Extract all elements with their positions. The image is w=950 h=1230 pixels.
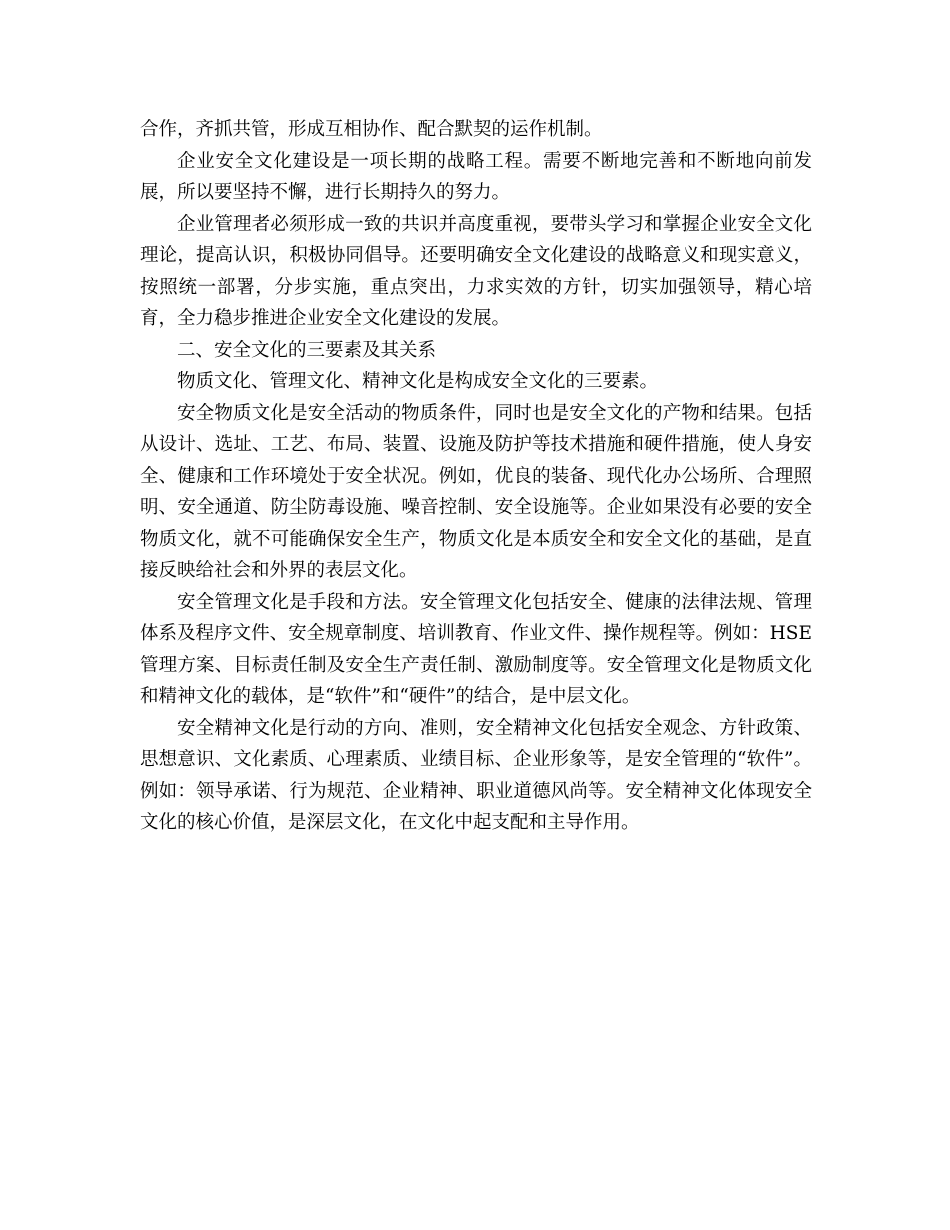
paragraph-three-elements-intro: 物质文化、管理文化、精神文化是构成安全文化的三要素。 <box>177 371 659 392</box>
paragraph-long-term-strategy: 企业安全文化建设是一项长期的战略工程。需要不断地完善和不断地向前发展，所以要坚持不懈，进行长期持久的努力。 <box>140 150 812 203</box>
paragraph-material-culture: 安全物质文化是安全活动的物质条件，同时也是安全文化的产物和结果。包括从设计、选址、工艺、布局、装置、设施及防护等技术措施和硬件措施，使人身安全、健康和工作环境处于安全状况。例如，优良的装备、现代化办公场所、合理照明、安全通道、防尘防毒设施、噪音控制、安全设施等。企业如果没有必要的安全物质文化，就不可能确保安全生产，物质文化是本质安全和安全文化的基础，是直接反映给社会和外界的表层文化。 <box>140 402 812 581</box>
paragraph-spiritual-culture: 安全精神文化是行动的方向、准则，安全精神文化包括安全观念、方针政策、思想意识、文化素质、心理素质、业绩目标、企业形象等，是安全管理的“软件”。例如：领导承诺、行为规范、企业精神、职业道德风尚等。安全精神文化体现安全文化的核心价值，是深层文化，在文化中起支配和主导作用。 <box>140 717 812 833</box>
paragraph-management-consensus: 企业管理者必须形成一致的共识并高度重视，要带头学习和掌握企业安全文化理论，提高认识，积极协同倡导。还要明确安全文化建设的战略意义和现实意义，按照统一部署，分步实施，重点突出，力求实效的方针，切实加强领导，精心培育，全力稳步推进企业安全文化建设的发展。 <box>140 213 812 329</box>
paragraph-continuation: 合作，齐抓共管，形成互相协作、配合默契的运作机制。 <box>140 119 603 140</box>
document-body <box>140 114 812 839</box>
paragraph-management-culture: 安全管理文化是手段和方法。安全管理文化包括安全、健康的法律法规、管理体系及程序文件、安全规章制度、培训教育、作业文件、操作规程等。例如：HSE管理方案、目标责任制及安全生产责任制、激励制度等。安全管理文化是物质文化和精神文化的载体，是“软件”和“硬件”的结合，是中层文化。 <box>140 591 812 707</box>
section-heading-three-elements: 二、安全文化的三要素及其关系 <box>177 339 437 361</box>
